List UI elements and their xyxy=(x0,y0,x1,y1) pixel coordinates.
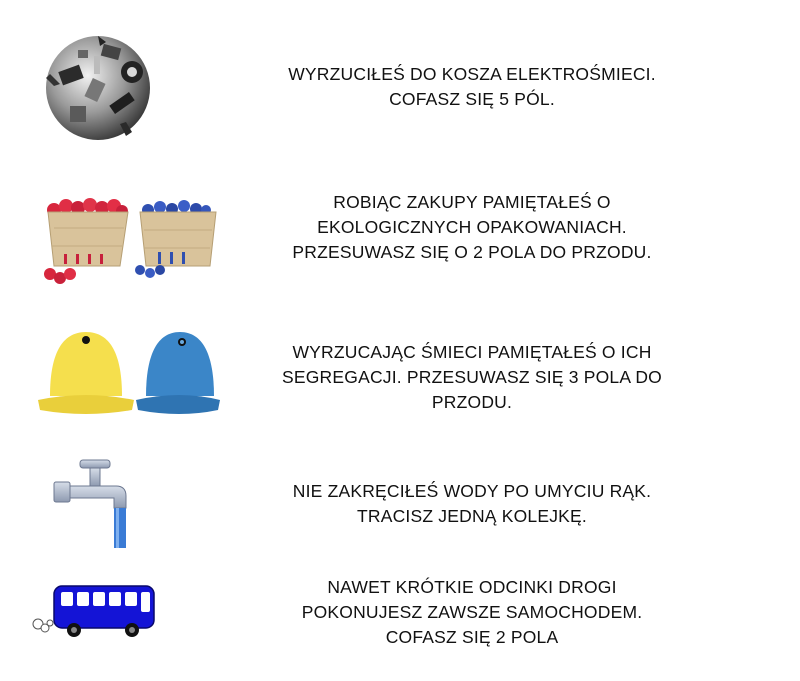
card-line: WYRZUCAJĄC ŚMIECI PAMIĘTAŁEŚ O ICH xyxy=(292,342,652,362)
bus-icon xyxy=(30,578,160,642)
card-line: POKONUJESZ ZAWSZE SAMOCHODEM. xyxy=(301,602,643,622)
card-line: NAWET KRÓTKIE ODCINKI DROGI xyxy=(327,577,617,597)
card-line: SEGREGACJI. PRZESUWASZ SIĘ 3 POLA DO xyxy=(282,367,662,387)
water-tap-icon xyxy=(52,450,132,550)
card-line: ROBIĄC ZAKUPY PAMIĘTAŁEŚ O xyxy=(333,192,611,212)
card-line: PRZODU. xyxy=(431,392,513,412)
card-line: COFASZ SIĘ 2 POLA xyxy=(385,627,559,647)
card-line: TRACISZ JEDNĄ KOLEJKĘ. xyxy=(356,506,587,526)
berry-baskets-icon xyxy=(40,188,220,292)
e-waste-globe-icon xyxy=(40,28,158,146)
card-line: COFASZ SIĘ 5 PÓL. xyxy=(389,89,555,109)
card-line: EKOLOGICZNYCH OPAKOWANIACH. xyxy=(317,217,627,237)
card-line: WYRZUCIŁEŚ DO KOSZA ELEKTROŚMIECI. xyxy=(288,64,656,84)
card-line: PRZESUWASZ SIĘ O 2 POLA DO PRZODU. xyxy=(292,242,652,262)
recycling-bins-icon xyxy=(36,326,222,418)
card-line: NIE ZAKRĘCIŁEŚ WODY PO UMYCIU RĄK. xyxy=(292,481,652,501)
